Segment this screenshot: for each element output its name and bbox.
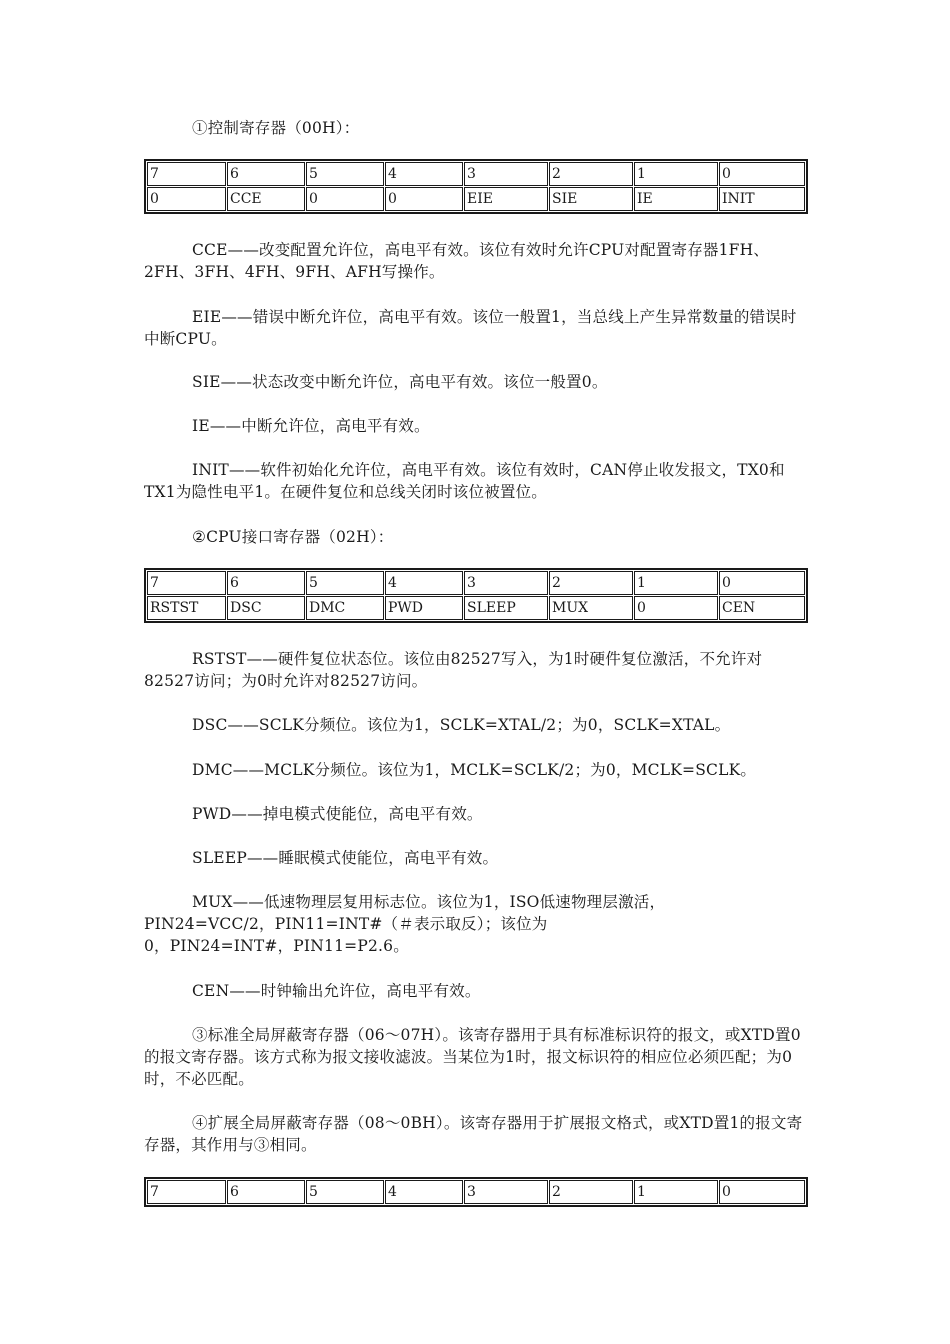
table-cell: 3 — [464, 571, 548, 595]
paragraph-standard-global-mask: ③标准全局屏蔽寄存器（06～07H）。该寄存器用于具有标准标识符的报文，或XTD置0的报文寄存器。该方式称为报文接收滤波。当某位为1时，报文标识符的相应位必须匹配；为0时，不必匹配。 — [144, 1026, 801, 1088]
table-cell: 7 — [147, 162, 226, 186]
paragraph-init: INIT——软件初始化允许位，高电平有效。该位有效时，CAN停止收发报文，TX0和TX1为隐性电平1。在硬件复位和总线关闭时该位被置位。 — [144, 461, 785, 501]
paragraph-ie: IE——中断允许位，高电平有效。 — [192, 417, 430, 435]
table-cell: 5 — [306, 162, 384, 186]
table-cell: SIE — [549, 187, 633, 211]
table-cell: EIE — [464, 187, 548, 211]
table-cell: PWD — [385, 596, 463, 620]
paragraph-mux-line-3: 0，PIN24=INT#，PIN11=P2.6。 — [144, 937, 409, 955]
table-cell: 4 — [385, 1180, 463, 1204]
table-cell: 3 — [464, 162, 548, 186]
paragraph-cen: CEN——时钟输出允许位，高电平有效。 — [192, 982, 481, 1000]
paragraph-mux-line-1: MUX——低速物理层复用标志位。该位为1，ISO低速物理层激活， — [192, 893, 666, 911]
paragraph-pwd: PWD——掉电模式使能位，高电平有效。 — [192, 805, 483, 823]
table-cell: RSTST — [147, 596, 226, 620]
paragraph-eie: EIE——错误中断允许位，高电平有效。该位一般置1，当总线上产生异常数量的错误时中断CPU。 — [144, 308, 797, 348]
table-cell: 6 — [227, 1180, 305, 1204]
table-cell: 0 — [147, 187, 226, 211]
paragraph-cce: CCE——改变配置允许位，高电平有效。该位有效时允许CPU对配置寄存器1FH、2FH、3FH、4FH、9FH、AFH写操作。 — [144, 241, 770, 281]
paragraph-sie: SIE——状态改变中断允许位，高电平有效。该位一般置0。 — [192, 373, 608, 391]
heading-cpu-interface-register: ②CPU接口寄存器（02H）： — [192, 528, 394, 546]
table-cell: 1 — [634, 1180, 718, 1204]
table-cell: 0 — [634, 596, 718, 620]
table-cell: DMC — [306, 596, 384, 620]
table-row-bit-numbers — [147, 571, 805, 595]
table-cell: 6 — [227, 162, 305, 186]
extended-mask-register-table — [144, 1177, 808, 1207]
table-cell: 0 — [719, 162, 805, 186]
table-cell: 1 — [634, 571, 718, 595]
table-cell: 0 — [719, 571, 805, 595]
table-cell: 5 — [306, 571, 384, 595]
paragraph-extended-global-mask: ④扩展全局屏蔽寄存器（08～0BH）。该寄存器用于扩展报文格式，或XTD置1的报文寄存器，其作用与③相同。 — [144, 1114, 803, 1154]
table-cell: 2 — [549, 571, 633, 595]
table-cell: 5 — [306, 1180, 384, 1204]
table-cell: 1 — [634, 162, 718, 186]
table-cell: 7 — [147, 1180, 226, 1204]
table-cell: 0 — [385, 187, 463, 211]
table-cell: SLEEP — [464, 596, 548, 620]
table-cell: 2 — [549, 162, 633, 186]
table-cell: 4 — [385, 571, 463, 595]
table-row-bit-numbers — [147, 162, 805, 186]
table-cell: 0 — [306, 187, 384, 211]
table-cell: 4 — [385, 162, 463, 186]
table-cell: DSC — [227, 596, 305, 620]
table-row-bit-names — [147, 596, 805, 620]
cpu-interface-register-table — [144, 568, 808, 623]
table-cell: 7 — [147, 571, 226, 595]
table-cell: INIT — [719, 187, 805, 211]
paragraph-mux-line-2: PIN24=VCC/2，PIN11=INT#（＃表示取反）；该位为 — [144, 915, 548, 933]
table-cell: 0 — [719, 1180, 805, 1204]
paragraph-dsc: DSC——SCLK分频位。该位为1，SCLK=XTAL/2；为0，SCLK=XTAL。 — [192, 716, 731, 734]
table-cell: 6 — [227, 571, 305, 595]
paragraph-rstst: RSTST——硬件复位状态位。该位由82527写入，为1时硬件复位激活，不允许对82527访问；为0时允许对82527访问。 — [144, 650, 763, 690]
table-cell: 2 — [549, 1180, 633, 1204]
table-cell: 3 — [464, 1180, 548, 1204]
table-row-bit-names — [147, 187, 805, 211]
heading-control-register: ①控制寄存器（00H）： — [192, 119, 360, 137]
paragraph-dmc: DMC——MCLK分频位。该位为1，MCLK=SCLK/2；为0，MCLK=SCLK。 — [192, 761, 757, 779]
table-cell: MUX — [549, 596, 633, 620]
table-row-bit-numbers — [147, 1180, 805, 1204]
table-cell: CCE — [227, 187, 305, 211]
table-cell: IE — [634, 187, 718, 211]
paragraph-sleep: SLEEP——睡眠模式使能位，高电平有效。 — [192, 849, 499, 867]
control-register-table — [144, 159, 808, 214]
table-cell: CEN — [719, 596, 805, 620]
